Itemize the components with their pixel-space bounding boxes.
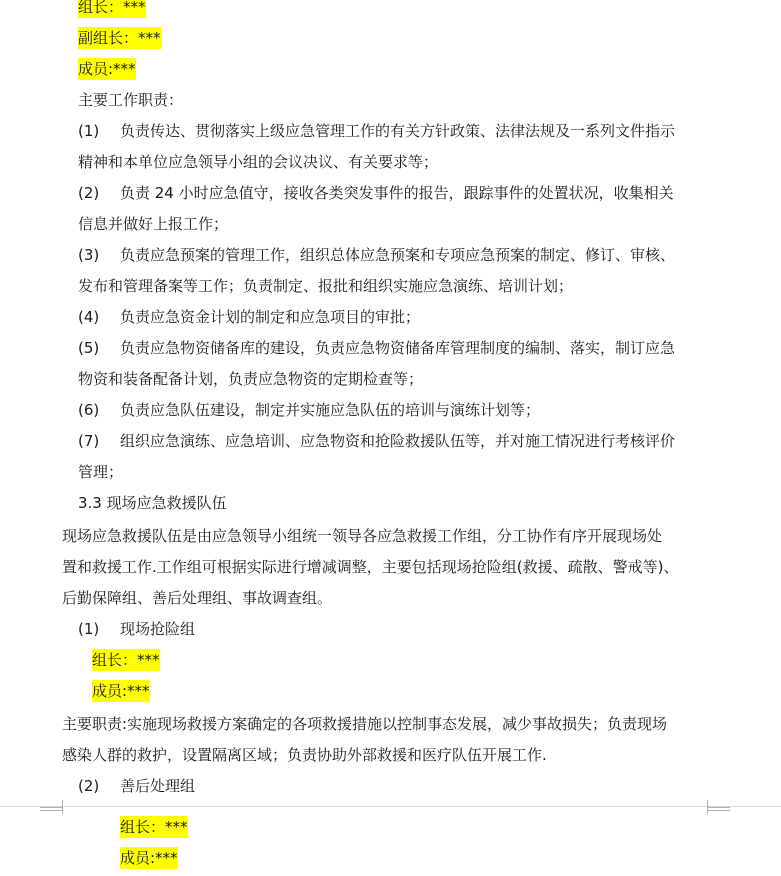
members-line: 成员:*** bbox=[78, 60, 136, 78]
duties-heading: 主要工作职责： bbox=[78, 91, 184, 109]
section-paragraph-line-1: 现场应急救援队伍是由应急领导小组统一领导各应急救援工作组，分工协作有序开展现场处 bbox=[62, 527, 663, 545]
rescue-group-leader: 组长：*** bbox=[92, 651, 160, 669]
rescue-duty-line-1: 主要职责:实施现场救援方案确定的各项救援措施以控制事态发展，减少事故损失；负责现场 bbox=[62, 715, 668, 733]
rescue-group-members: 成员:*** bbox=[92, 682, 150, 700]
margin-corner-mark bbox=[707, 807, 730, 814]
duty-item-2: (2) 负责 24 小时应急值守，接收各类突发事件的报告，跟踪事件的处置状况，收集相关 bbox=[78, 184, 674, 202]
section-heading: 3.3 现场应急救援队伍 bbox=[78, 494, 227, 512]
duty-item-3-cont: 发布和管理备案等工作；负责制定、报批和组织实施应急演练、培训计划； bbox=[78, 277, 574, 295]
rescue-group-heading: (1) 现场抢险组 bbox=[78, 620, 196, 638]
aftermath-group-members: 成员:*** bbox=[120, 849, 178, 867]
duty-item-2-cont: 信息并做好上报工作； bbox=[78, 215, 229, 233]
duty-item-1: (1) 负责传达、贯彻落实上级应急管理工作的有关方针政策、法律法规及一系列文件指示 bbox=[78, 122, 676, 140]
aftermath-group-leader: 组长：*** bbox=[120, 818, 188, 836]
section-paragraph-line-3: 后勤保障组、善后处理组、事故调查组。 bbox=[62, 589, 333, 607]
section-paragraph-line-2: 置和救援工作.工作组可根据实际进行增减调整，主要包括现场抢险组(救援、疏散、警戒等)、 bbox=[62, 558, 679, 576]
page-break bbox=[0, 806, 781, 807]
deputy-leader-line: 副组长：*** bbox=[78, 29, 161, 47]
aftermath-group-heading: (2) 善后处理组 bbox=[78, 777, 196, 795]
duty-item-3: (3) 负责应急预案的管理工作，组织总体应急预案和专项应急预案的制定、修订、审核、 bbox=[78, 246, 676, 264]
duty-item-5-cont: 物资和装备配备计划，负责应急物资的定期检查等； bbox=[78, 370, 424, 388]
duty-item-4: (4) 负责应急资金计划的制定和应急项目的审批； bbox=[78, 308, 421, 326]
rescue-duty-line-2: 感染人群的救护，设置隔离区域；负责协助外部救援和医疗队伍开展工作. bbox=[62, 746, 547, 764]
duty-item-7: (7) 组织应急演练、应急培训、应急物资和抢险救援队伍等，并对施工情况进行考核评价 bbox=[78, 432, 676, 450]
duty-item-6: (6) 负责应急队伍建设，制定并实施应急队伍的培训与演练计划等； bbox=[78, 401, 541, 419]
duty-item-7-cont: 管理； bbox=[78, 463, 124, 481]
duty-item-5: (5) 负责应急物资储备库的建设，负责应急物资储备库管理制度的编制、落实，制订应急 bbox=[78, 339, 676, 357]
duty-item-1-cont: 精神和本单位应急领导小组的会议决议、有关要求等； bbox=[78, 153, 439, 171]
margin-corner-mark bbox=[40, 807, 63, 814]
leader-line: 组长：*** bbox=[78, 0, 146, 18]
